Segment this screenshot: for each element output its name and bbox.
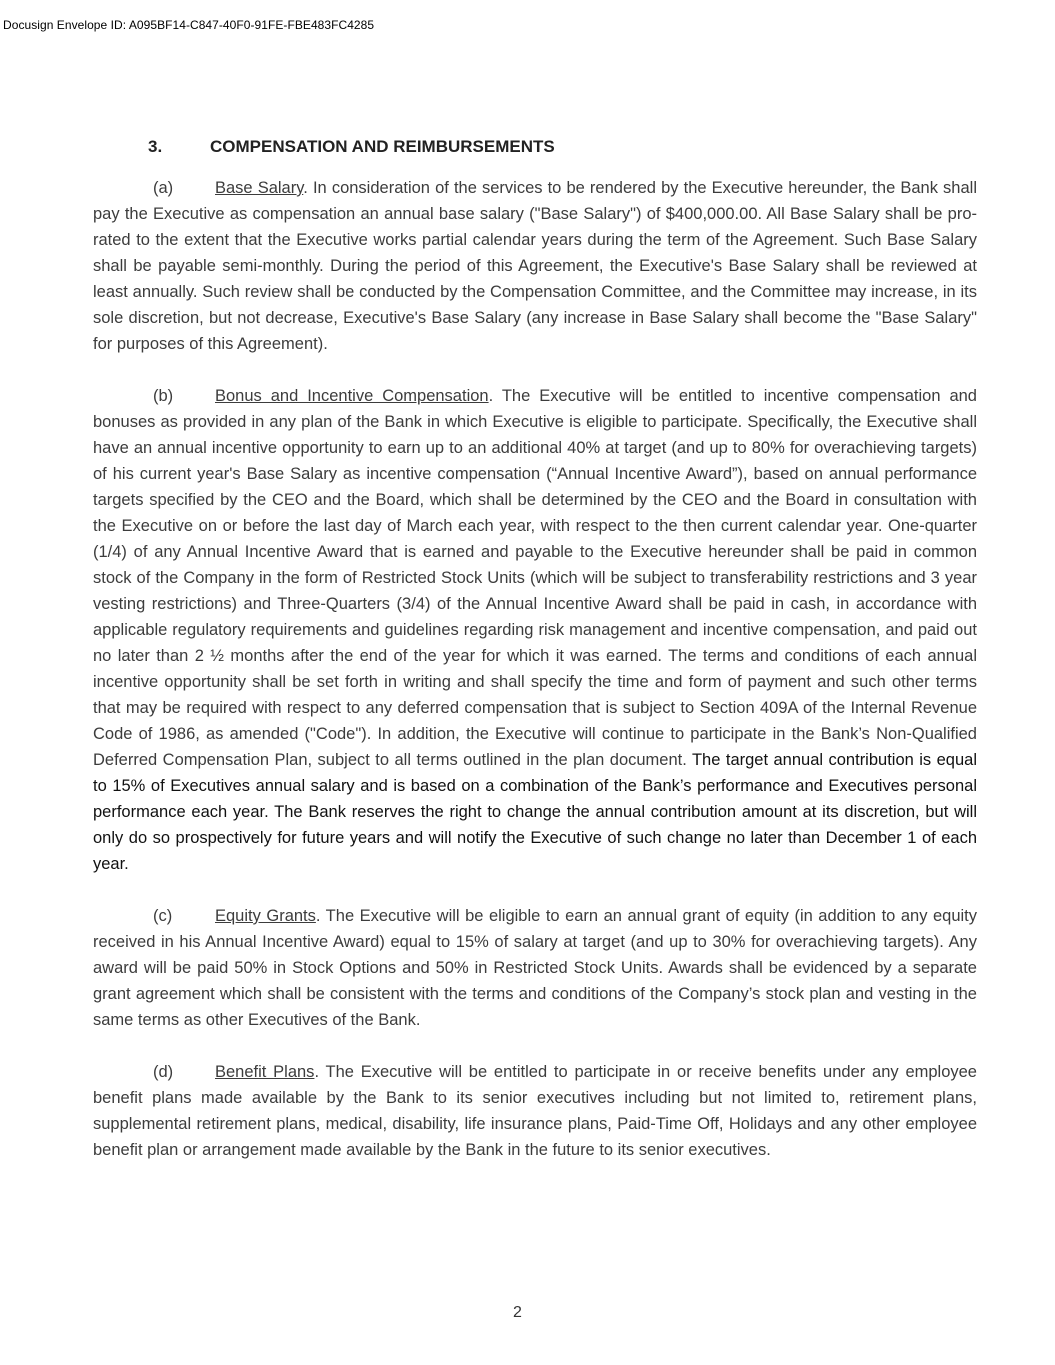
paragraph-base-salary <box>93 175 977 357</box>
paragraph-heading: Bonus and Incentive Compensation <box>215 387 489 405</box>
paragraph-heading: Base Salary <box>215 179 304 197</box>
docusign-envelope-id: Docusign Envelope ID: A095BF14-C847-40F0-91FE-FBE483FC4285 <box>3 18 375 32</box>
section-number: 3. <box>148 137 163 156</box>
paragraph-heading: Equity Grants <box>215 907 316 925</box>
section-heading <box>93 134 977 160</box>
paragraph-bonus-incentive <box>93 383 977 877</box>
paragraph-heading: Benefit Plans <box>215 1063 315 1081</box>
paragraph-text: . The Executive will be entitled to participate in or receive benefits under any employee benefit plans made available by the Bank to its senior executives including but not limited to, retirement plans, supplemental retirement plans, medical, disability, life insurance plans, Paid-Time Off, Holidays and any other employee benefit plan or arrangement made available by the Bank in the future to its senior executives. <box>93 1063 977 1159</box>
paragraph-label: (c) <box>153 907 173 925</box>
paragraph-benefit-plans <box>93 1059 977 1163</box>
paragraph-text-dark: The target annual contribution is equal to 15% of Executives annual salary and is based on a combination of the Bank’s performance and Executives personal performance each year. The Bank reserves the right to change the annual contribution amount at its discretion, but will only do so prospectively for future years and will notify the Executive of such change no later than December 1 of each year. <box>93 751 978 873</box>
paragraph-text: . The Executive will be eligible to earn an annual grant of equity (in addition to any equity received in his Annual Incentive Award) equal to 15% of salary at target (and up to 30% for overachieving targets). Any award will be paid 50% in Stock Options and 50% in Restricted Stock Units. Awards shall be evidenced by a separate grant agreement which shall be consistent with the terms and conditions of the Company’s stock plan and vesting in the same terms as other Executives of the Bank. <box>93 907 977 1029</box>
paragraph-label: (d) <box>153 1063 174 1081</box>
paragraph-text: . In consideration of the services to be rendered by the Executive hereunder, the Bank shall pay the Executive as compensation an annual base salary ("Base Salary") of $400,000.00. All Base Salary shall be pro-rated to the extent that the Executive works partial calendar years during the term of the Agreement. Such Base Salary shall be payable semi-monthly. During the period of this Agreement, the Executive's Base Salary shall be reviewed at least annually. Such review shall be conducted by the Compensation Committee, and the Committee may increase, in its sole discretion, but not decrease, Executive's Base Salary (any increase in Base Salary shall become the "Base Salary" for purposes of this Agreement). <box>93 179 977 353</box>
paragraph-equity-grants <box>93 903 977 1033</box>
document-body <box>93 134 977 1189</box>
paragraph-label: (b) <box>153 387 174 405</box>
paragraph-text: . The Executive will be entitled to incentive compensation and bonuses as provided in any plan of the Bank in which Executive is eligible to participate. Specifically, the Executive shall have an annual incentive opportunity to earn up to an additional 40% at target (and up to 80% for overachieving targets) of his current year's Base Salary as incentive compensation (“Annual Incentive Award”), based on annual performance targets specified by the CEO and the Board, which shall be determined by the CEO and the Board in consultation with the Executive on or before the last day of March each year, with respect to the then current calendar year. One-quarter (1/4) of any Annual Incentive Award that is earned and payable to the Executive hereunder shall be paid in common stock of the Company in the form of Restricted Stock Units (which will be subject to transferability restrictions and 3 year vesting restrictions) and Three-Quarters (3/4) of the Annual Incentive Award shall be paid in cash, in accordance with applicable regulatory requirements and guidelines regarding risk management and incentive compensation, and paid out no later than 2 ½ months after the end of the year for which it was earned. The terms and conditions of each annual incentive opportunity shall be set forth in writing and shall specify the time and form of payment and such other terms that may be required with respect to any deferred compensation that is subject to Section 409A of the Internal Revenue Code of 1986, as amended ("Code"). In addition, the Executive will continue to participate in the Bank’s Non-Qualified Deferred Compensation Plan, subject to all terms outlined in the plan document. <box>93 387 977 769</box>
section-title: COMPENSATION AND REIMBURSEMENTS <box>210 137 555 156</box>
paragraph-label: (a) <box>153 179 174 197</box>
page-number: 2 <box>513 1304 522 1321</box>
